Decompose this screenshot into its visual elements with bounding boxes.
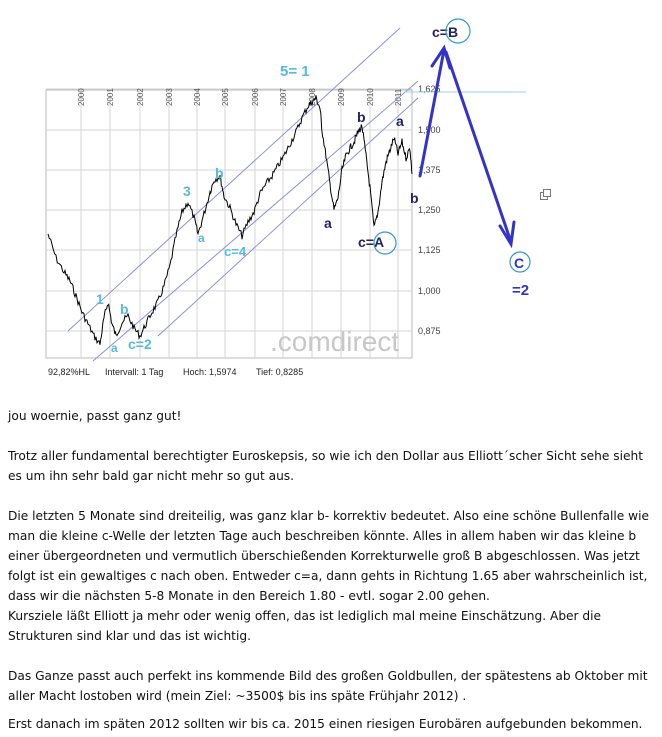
year-label: 2002 <box>136 88 145 106</box>
y-tick-label: 1,000 <box>418 286 441 296</box>
watermark: .comdirect <box>270 326 400 357</box>
year-label: 2011 <box>394 88 403 106</box>
footer-interval: Intervall: 1 Tag <box>105 367 164 377</box>
wave-5-label: 5= 1 <box>280 63 310 80</box>
y-tick-label: 1,125 <box>418 245 441 255</box>
wave-b-label: b <box>120 301 129 317</box>
year-label: 2007 <box>279 88 288 106</box>
wave-b-label: b <box>357 109 366 125</box>
wave-c2-label: c=2 <box>128 336 152 352</box>
year-label: 2006 <box>251 88 260 106</box>
post-paragraph: Erst danach im späten 2012 sollten wir bis ca. 2015 einen riesigen Eurobären aufgebunden bekommen. <box>8 717 643 731</box>
wave-1-label: 1 <box>96 291 104 307</box>
year-label: 2005 <box>221 88 230 106</box>
wave-a-label: a <box>198 231 205 245</box>
year-label: 2004 <box>193 88 202 106</box>
post-paragraph: Kursziele läßt Elliott ja mehr oder wenig offen, das ist lediglich mal meine Einschätzung. Aber die Strukturen sind klar und das ist wichtig. <box>8 609 602 643</box>
footer-high: Hoch: 1,5974 <box>183 367 237 377</box>
elliott-wave-chart <box>8 6 538 386</box>
footer-low: Tief: 0,8285 <box>256 367 304 377</box>
year-label: 2008 <box>308 88 317 106</box>
y-tick-label: 1,375 <box>418 165 441 175</box>
footer-pct: 92,82%HL <box>48 367 91 377</box>
arrow-down <box>446 52 511 242</box>
wave-a-label: a <box>324 215 332 231</box>
wave-b-label: b <box>215 165 224 181</box>
chart-footer <box>48 367 303 377</box>
post-paragraph: jou woernie, passt ganz gut! <box>8 409 182 423</box>
y-tick-label: 0,875 <box>418 326 441 336</box>
wave-cB-label: c=B <box>432 24 459 40</box>
wave-b-label: b <box>410 190 419 206</box>
wave-c4-label: c=4 <box>224 244 247 259</box>
y-tick-label: 1,625 <box>418 84 441 94</box>
year-label: 2003 <box>165 88 174 106</box>
year-label: 2009 <box>337 88 346 106</box>
wave-eq2-label: =2 <box>512 282 530 299</box>
wave-a-label: a <box>396 113 404 129</box>
wave-3-label: 3 <box>183 183 191 199</box>
wave-a-label: a <box>111 341 118 355</box>
y-tick-label: 1,250 <box>418 205 441 215</box>
year-label: 2000 <box>77 88 86 106</box>
post-paragraph: Die letzten 5 Monate sind dreiteilig, was ganz klar b- korrektiv bedeutet. Also eine schöne Bullenfalle wie man die kleine c-Welle der letzten Tage auch beschreiben könnte. Alles in allem haben wir das kleine b einer übergeordneten und vermutlich überschießenden Korrekturwelle groß B abgeschlossen. Was jetzt folgt ist ein gewaltiges c nach oben. Entweder c=a, dann gehts in Richtung 1.65 aber wahrscheinlich ist, dass wir die nächsten 5-8 Monate in den Bereich 1.80 - evtl. sogar 2.00 gehen. <box>8 509 650 603</box>
post-paragraph: Trotz aller fundamental berechtigter Euroskepsis, so wie ich den Dollar aus Elliott´scher Sicht sehe sieht es um ihn sehr bald gar nicht mehr so gut aus. <box>8 449 644 483</box>
post-paragraph: Das Ganze passt auch perfekt ins kommende Bild des großen Goldbullen, der spätestens ab Oktober mit aller Macht lostoben wird (mein Ziel: ~3500$ bis ins späte Frühjahr 2012) . <box>8 669 648 703</box>
year-label: 2010 <box>366 88 375 106</box>
wave-cA-label: c=A <box>358 234 385 250</box>
expand-image-icon[interactable] <box>540 189 552 201</box>
y-tick-label: 1,500 <box>418 125 441 135</box>
year-label: 2001 <box>106 88 115 106</box>
arrow-up <box>420 50 444 176</box>
chart-svg <box>8 6 538 386</box>
wave-C-label: C <box>514 255 525 271</box>
